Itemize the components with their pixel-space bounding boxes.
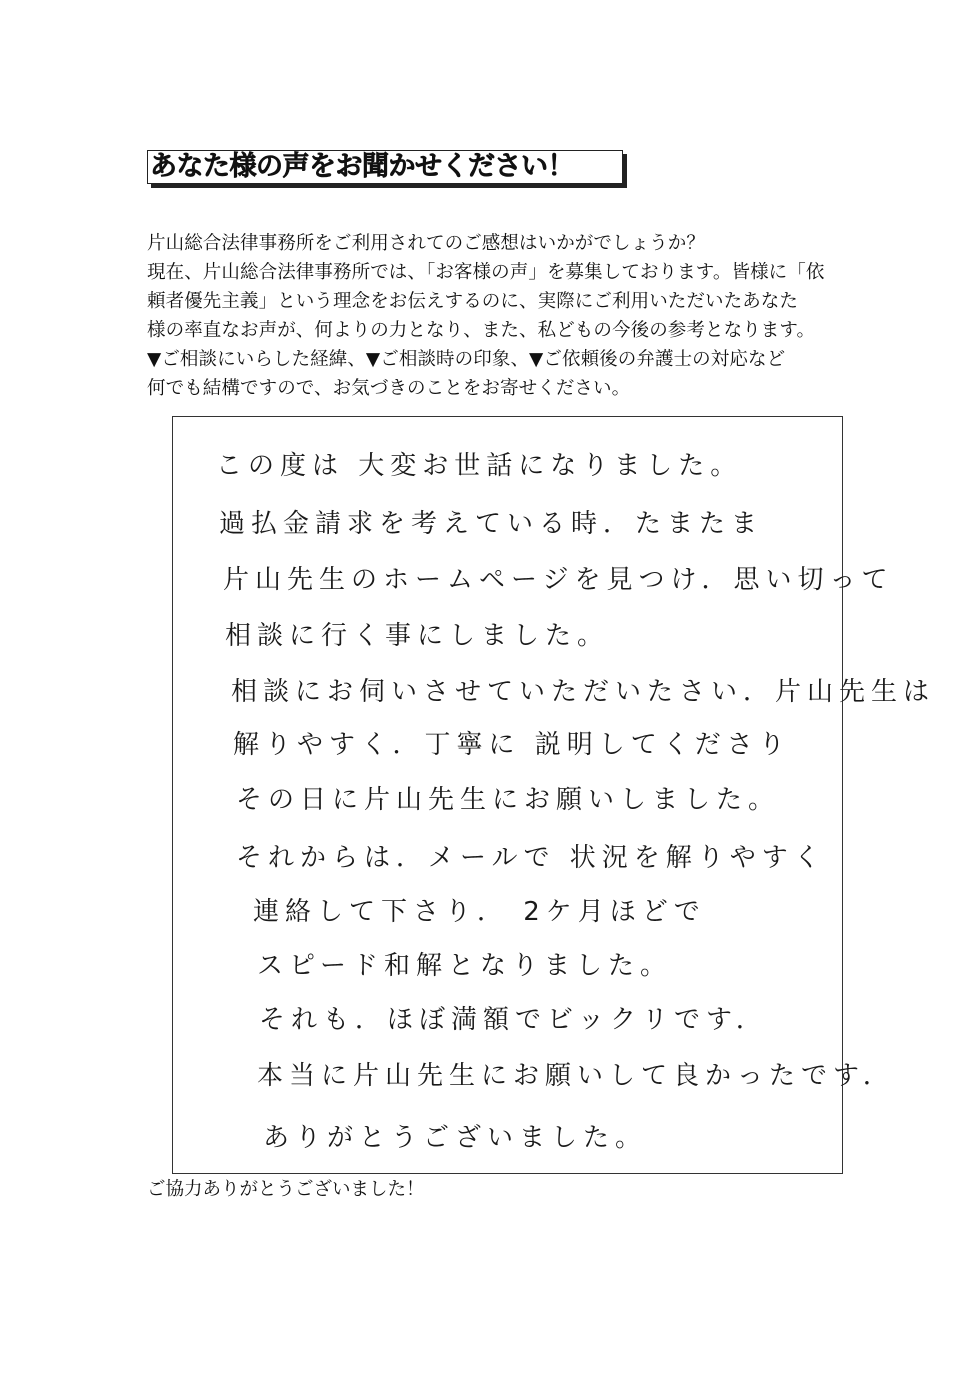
- handwritten-line: 片山先生のホームページを見つけ．思い切って: [223, 565, 894, 595]
- intro-line: ▼ご相談にいらした経緯、▼ご相談時の印象、▼ご依頼後の弁護士の対応など: [147, 349, 786, 370]
- handwritten-line: ありがとうございました。: [263, 1123, 648, 1153]
- title-banner: [147, 150, 623, 184]
- intro-line: 様の率直なお声が、何よりの力となり、また、私どもの今後の参考となります。: [147, 320, 816, 341]
- intro-line: 現在、片山総合法律事務所では、「お客様の声」を募集しております。皆様に「依: [147, 262, 825, 283]
- handwritten-line: その日に片山先生にお願いしました。: [236, 785, 781, 815]
- handwritten-line: それからは．メールで 状況を解りやすく: [236, 843, 826, 873]
- page-title: あなた様の声をお聞かせください！: [150, 151, 574, 182]
- handwritten-line: 本当に片山先生にお願いして良かったです．: [257, 1061, 895, 1091]
- handwritten-line: 相談に行く事にしました。: [225, 621, 610, 651]
- handwritten-line: 過払金請求を考えている時．たまたま: [219, 509, 764, 539]
- handwritten-line: 相談にお伺いさせていただいたさい．片山先生は: [231, 677, 936, 707]
- handwritten-answer-box: [172, 416, 936, 1174]
- handwritten-line: 解りやすく．丁寧に 説明してくださり: [233, 730, 791, 760]
- intro-paragraph: [147, 229, 857, 403]
- intro-line: 頼者優先主義」という理念をお伝えするのに、実際にご利用いただいたあなた: [147, 291, 799, 312]
- intro-line: 片山総合法律事務所をご利用されてのご感想はいかがでしょうか？: [147, 233, 706, 254]
- handwritten-line: それも．ほぼ満額でビックリです．: [259, 1005, 768, 1035]
- handwritten-line: この度は 大変お世話になりました。: [216, 451, 743, 481]
- handwritten-line: 連絡して下さり． 2ケ月ほどで: [253, 897, 706, 927]
- intro-line: 何でも結構ですので、お気づきのことをお寄せください。: [147, 378, 631, 399]
- handwritten-line: スピード和解となりました。: [257, 951, 672, 981]
- thank-you-note: ご協力ありがとうございました！: [147, 1179, 425, 1200]
